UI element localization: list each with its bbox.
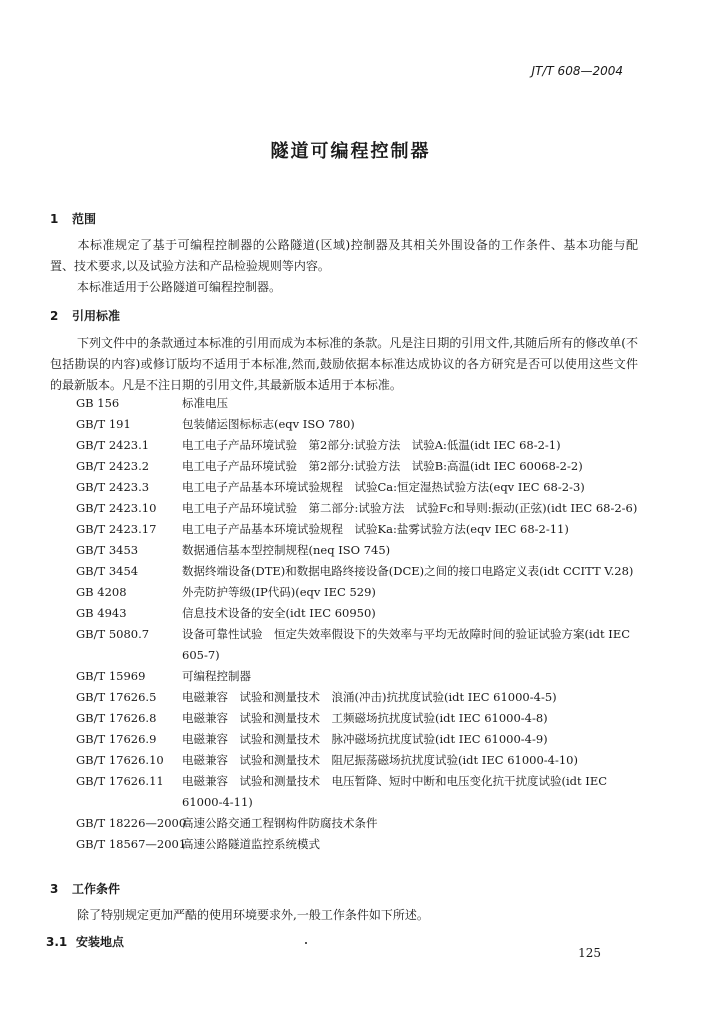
reference-code: GB/T 3453 bbox=[76, 543, 139, 557]
reference-code: GB/T 2423.2 bbox=[76, 459, 150, 473]
scan-speck bbox=[305, 942, 307, 944]
reference-row bbox=[76, 813, 638, 834]
reference-row bbox=[76, 687, 638, 708]
reference-row bbox=[76, 498, 638, 519]
paragraph-text: 除了特别规定更加严酷的使用环境要求外,一般工作条件如下所述。 bbox=[77, 908, 429, 922]
reference-row bbox=[76, 582, 638, 603]
reference-row bbox=[76, 708, 638, 729]
reference-title: 电工电子产品基本环境试验规程 试验Ca:恒定湿热试验方法(eqv IEC 68-2-3) bbox=[182, 480, 585, 494]
reference-title: 高速公路交通工程钢构件防腐技术条件 bbox=[182, 816, 378, 830]
paragraph-text: 本标准规定了基于可编程控制器的公路隧道(区域)控制器及其相关外围设备的工作条件、基本功能与配置、技术要求,以及试验方法和产品检验规则等内容。 bbox=[50, 238, 638, 273]
reference-title: 设备可靠性试验 恒定失效率假设下的失效率与平均无故障时间的验证试验方案(idt IEC 605-7) bbox=[182, 627, 631, 662]
reference-code: GB/T 17626.10 bbox=[76, 753, 164, 767]
reference-title: 可编程控制器 bbox=[182, 669, 251, 683]
reference-title: 电磁兼容 试验和测量技术 脉冲磁场抗扰度试验(idt IEC 61000-4-9) bbox=[182, 732, 548, 746]
paragraph-text: 下列文件中的条款通过本标准的引用而成为本标准的条款。凡是注日期的引用文件,其随后所有的修改单(不包括勘误的内容)或修订版均不适用于本标准,然而,鼓励依据本标准达成协议的各方研究是否可以使用这些文件的最新版本。凡是不注日期的引用文件,其最新版本适用于本标准。 bbox=[50, 336, 638, 392]
reference-title: 电工电子产品环境试验 第2部分:试验方法 试验B:高温(idt IEC 60068-2-2) bbox=[182, 459, 583, 473]
reference-row bbox=[76, 435, 638, 456]
reference-code: GB/T 5080.7 bbox=[76, 627, 150, 641]
reference-code: GB/T 18226—2000 bbox=[76, 816, 187, 830]
standard-code: JT/T 608—2004 bbox=[531, 64, 623, 78]
reference-title: 电磁兼容 试验和测量技术 电压暂降、短时中断和电压变化抗干扰度试验(idt IEC 61000-4-11) bbox=[182, 774, 608, 809]
section-title: 工作条件 bbox=[72, 882, 121, 896]
reference-code: GB/T 17626.11 bbox=[76, 774, 164, 788]
reference-title: 电工电子产品环境试验 第二部分:试验方法 试验Fc和导则:振动(正弦)(idt IEC 68-2-6) bbox=[182, 501, 638, 515]
reference-code: GB 4943 bbox=[76, 606, 127, 620]
reference-code: GB/T 17626.8 bbox=[76, 711, 157, 725]
reference-title: 高速公路隧道监控系统模式 bbox=[182, 837, 320, 851]
section-number: 1 bbox=[50, 212, 59, 226]
reference-title: 电工电子产品基本环境试验规程 试验Ka:盐雾试验方法(eqv IEC 68-2-11) bbox=[182, 522, 569, 536]
reference-code: GB/T 191 bbox=[76, 417, 131, 431]
reference-title: 包装储运图标标志(eqv ISO 780) bbox=[182, 417, 355, 431]
reference-row bbox=[76, 834, 638, 855]
reference-title: 电磁兼容 试验和测量技术 阻尼振荡磁场抗扰度试验(idt IEC 61000-4-10) bbox=[182, 753, 578, 767]
section-2-paragraph-1 bbox=[50, 333, 638, 396]
reference-row bbox=[76, 603, 638, 624]
reference-title: 电工电子产品环境试验 第2部分:试验方法 试验A:低温(idt IEC 68-2-1) bbox=[182, 438, 561, 452]
reference-code: GB/T 17626.9 bbox=[76, 732, 157, 746]
reference-code: GB/T 18567—2001 bbox=[76, 837, 187, 851]
section-1-heading bbox=[50, 210, 96, 227]
page-number: 125 bbox=[578, 946, 601, 960]
reference-row bbox=[76, 729, 638, 750]
section-2-heading bbox=[50, 307, 120, 324]
reference-code: GB 156 bbox=[76, 396, 120, 410]
reference-title: 电磁兼容 试验和测量技术 工频磁场抗扰度试验(idt IEC 61000-4-8) bbox=[182, 711, 548, 725]
subsection-number: 3.1 bbox=[46, 935, 68, 949]
reference-row bbox=[76, 414, 638, 435]
reference-row bbox=[76, 561, 638, 582]
section-number: 2 bbox=[50, 309, 59, 323]
reference-row bbox=[76, 750, 638, 771]
reference-code: GB/T 17626.5 bbox=[76, 690, 157, 704]
reference-row bbox=[76, 540, 638, 561]
document-title: 隧道可编程控制器 bbox=[270, 141, 431, 162]
reference-code: GB/T 3454 bbox=[76, 564, 139, 578]
section-3-paragraph-1 bbox=[50, 905, 638, 926]
reference-title: 标准电压 bbox=[182, 396, 228, 410]
subsection-3-1-heading bbox=[46, 933, 124, 950]
reference-row bbox=[76, 519, 638, 540]
reference-title: 数据终端设备(DTE)和数据电路终接设备(DCE)之间的接口电路定义表(idt CCITT V.28) bbox=[182, 564, 634, 578]
normative-references-list bbox=[76, 393, 638, 855]
section-title: 引用标准 bbox=[72, 309, 121, 323]
reference-code: GB/T 2423.10 bbox=[76, 501, 157, 515]
reference-row bbox=[76, 624, 638, 666]
reference-title: 数据通信基本型控制规程(neq ISO 745) bbox=[182, 543, 391, 557]
section-title: 范围 bbox=[72, 212, 97, 226]
reference-code: GB/T 2423.1 bbox=[76, 438, 150, 452]
reference-code: GB/T 2423.17 bbox=[76, 522, 157, 536]
reference-row bbox=[76, 666, 638, 687]
reference-title: 信息技术设备的安全(idt IEC 60950) bbox=[182, 606, 376, 620]
section-1-paragraph-1 bbox=[50, 235, 638, 277]
reference-title: 外壳防护等级(IP代码)(eqv IEC 529) bbox=[182, 585, 376, 599]
reference-row bbox=[76, 771, 638, 813]
reference-row bbox=[76, 456, 638, 477]
reference-code: GB 4208 bbox=[76, 585, 127, 599]
reference-code: GB/T 15969 bbox=[76, 669, 146, 683]
paragraph-text: 本标准适用于公路隧道可编程控制器。 bbox=[77, 280, 282, 294]
reference-code: GB/T 2423.3 bbox=[76, 480, 150, 494]
reference-title: 电磁兼容 试验和测量技术 浪涌(冲击)抗扰度试验(idt IEC 61000-4-5) bbox=[182, 690, 557, 704]
subsection-title: 安装地点 bbox=[76, 935, 125, 949]
section-1-paragraph-2 bbox=[50, 277, 638, 298]
section-number: 3 bbox=[50, 882, 59, 896]
reference-row bbox=[76, 477, 638, 498]
section-3-heading bbox=[50, 880, 120, 897]
reference-row bbox=[76, 393, 638, 414]
